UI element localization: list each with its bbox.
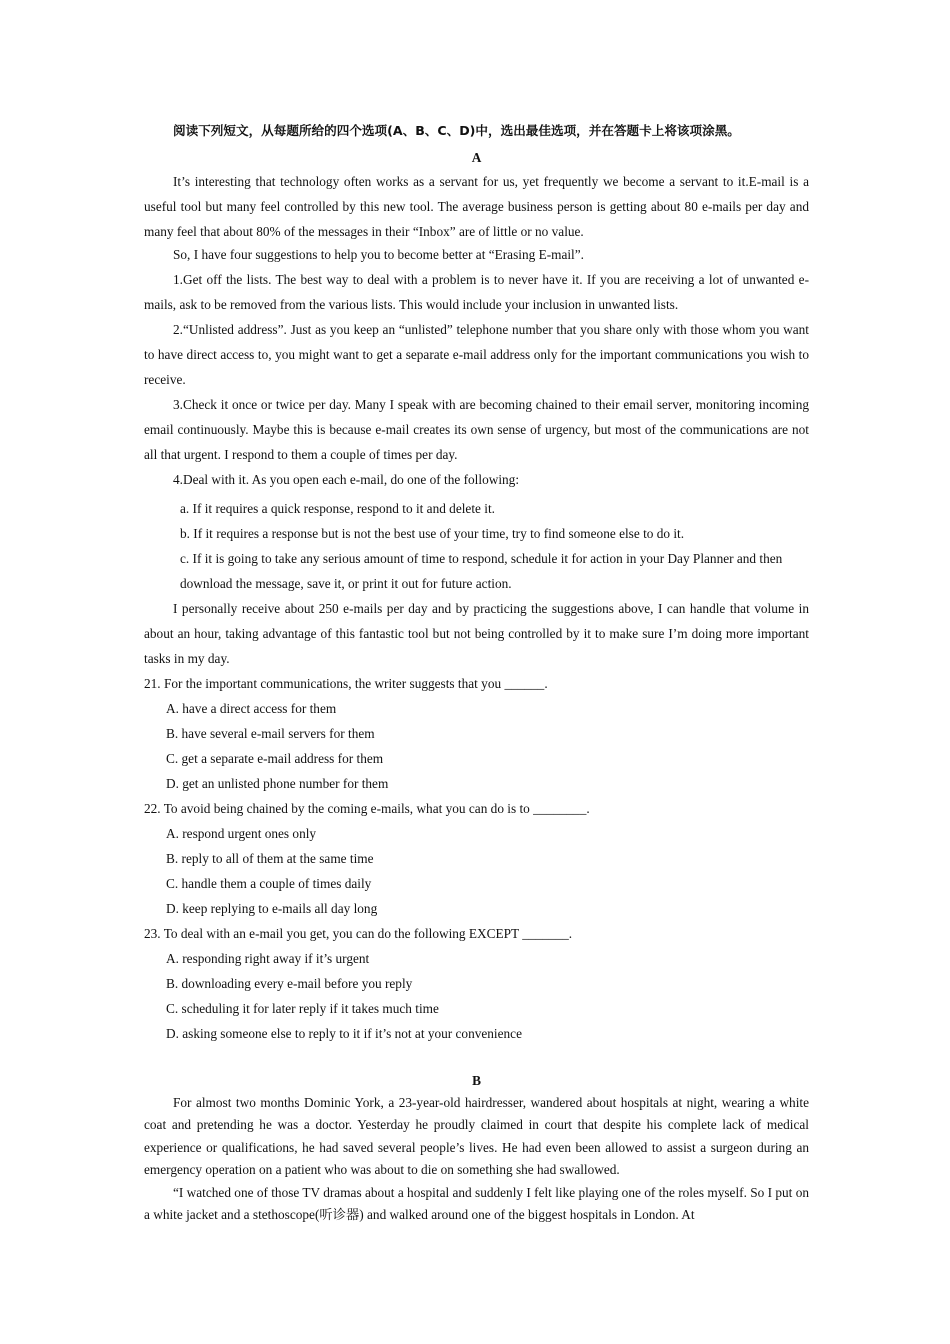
option-c[interactable]: C. handle them a couple of times daily (166, 875, 372, 891)
section-gap (144, 1046, 809, 1070)
option-a[interactable]: A. have a direct access for them (166, 700, 337, 716)
option-a[interactable]: A. responding right away if it’s urgent (166, 950, 370, 966)
option-b[interactable]: B. reply to all of them at the same time (166, 850, 374, 866)
question-stem: 22. To avoid being chained by the coming e-mails, what you can do is to ________. (144, 800, 590, 816)
exam-page (144, 118, 809, 1227)
paragraph: It’s interesting that technology often works as a servant for us, yet frequently we become a servant to it.E-mail is a useful tool but many feel controlled by this new tool. The average business person is getting about 80 e-mails per day and many feel that about 80% of the messages in their “Inbox” are of little or no value. (144, 174, 809, 239)
option-b[interactable]: B. have several e-mail servers for them (166, 725, 375, 741)
sub-item: b. If it requires a response but is not the best use of your time, try to find someone else to do it. (180, 525, 685, 541)
sub-item: a. If it requires a quick response, respond to it and delete it. (180, 500, 495, 516)
paragraph: 2.“Unlisted address”. Just as you keep an “unlisted” telephone number that you share only with those whom you want to have direct access to, you might want to get a separate e-mail address only for the important communications you wish to receive. (144, 321, 809, 387)
option-b[interactable]: B. downloading every e-mail before you reply (166, 975, 413, 991)
paragraph: 1.Get off the lists. The best way to deal with a problem is to never have it. If you are receiving a lot of unwanted e-mails, ask to be removed from the various lists. This would include your inclusion in unwanted lists. (144, 271, 809, 312)
paragraph: So, I have four suggestions to help you to become better at “Erasing E-mail”. (173, 247, 584, 262)
question-23 (144, 921, 809, 1046)
closing-paragraph: I personally receive about 250 e-mails per day and by practicing the suggestions above, I can handle that volume in about an hour, taking advantage of this fantastic tool but not being controlled by it to make sure I’m doing more important tasks in my day. (144, 600, 809, 666)
section-b-title: B (472, 1072, 481, 1088)
question-22 (144, 796, 809, 921)
option-d[interactable]: D. asking someone else to reply to it if it’s not at your convenience (166, 1025, 522, 1041)
option-d[interactable]: D. keep replying to e-mails all day long (166, 900, 378, 916)
instruction: 阅读下列短文，从每题所给的四个选项(A、B、C、D)中，选出最佳选项，并在答题卡上将该项涂黑。 (173, 123, 740, 138)
option-a[interactable]: A. respond urgent ones only (166, 825, 317, 841)
question-stem: 23. To deal with an e-mail you get, you can do the following EXCEPT _______. (144, 925, 573, 941)
question-stem: 21. For the important communications, the writer suggests that you ______. (144, 675, 548, 691)
paragraph: 4.Deal with it. As you open each e-mail, do one of the following: (173, 471, 520, 487)
sub-item: c. If it is going to take any serious amount of time to respond, schedule it for action in your Day Planner and then download the message, save it, or print it out for future action. (180, 550, 783, 591)
option-c[interactable]: C. get a separate e-mail address for them (166, 750, 384, 766)
paragraph: For almost two months Dominic York, a 23-year-old hairdresser, wandered about hospitals at night, wearing a white coat and pretending he was a doctor. Yesterday he proudly claimed in court that despite his complete lack of medical experience or qualifications, he had saved several people’s lives. He had even been allowed to assist a surgeon during an emergency operation on a patient who was about to die on something she had swallowed. (144, 1094, 809, 1177)
option-d[interactable]: D. get an unlisted phone number for them (166, 775, 389, 791)
paragraph: “I watched one of those TV dramas about a hospital and suddenly I felt like playing one of the roles myself. So I put on a white jacket and a stethoscope(听诊器) and walked around one of the biggest hospitals in London. At (144, 1184, 809, 1222)
question-21 (144, 671, 809, 796)
option-c[interactable]: C. scheduling it for later reply if it takes much time (166, 1000, 439, 1016)
section-a-title: A (471, 150, 482, 165)
paragraph: 3.Check it once or twice per day. Many I speak with are becoming chained to their email server, monitoring incoming email continuously. Maybe this is because e-mail creates its own sense of urgency, but most of the communications are not all that urgent. I respond to them a couple of times per day. (144, 396, 809, 462)
